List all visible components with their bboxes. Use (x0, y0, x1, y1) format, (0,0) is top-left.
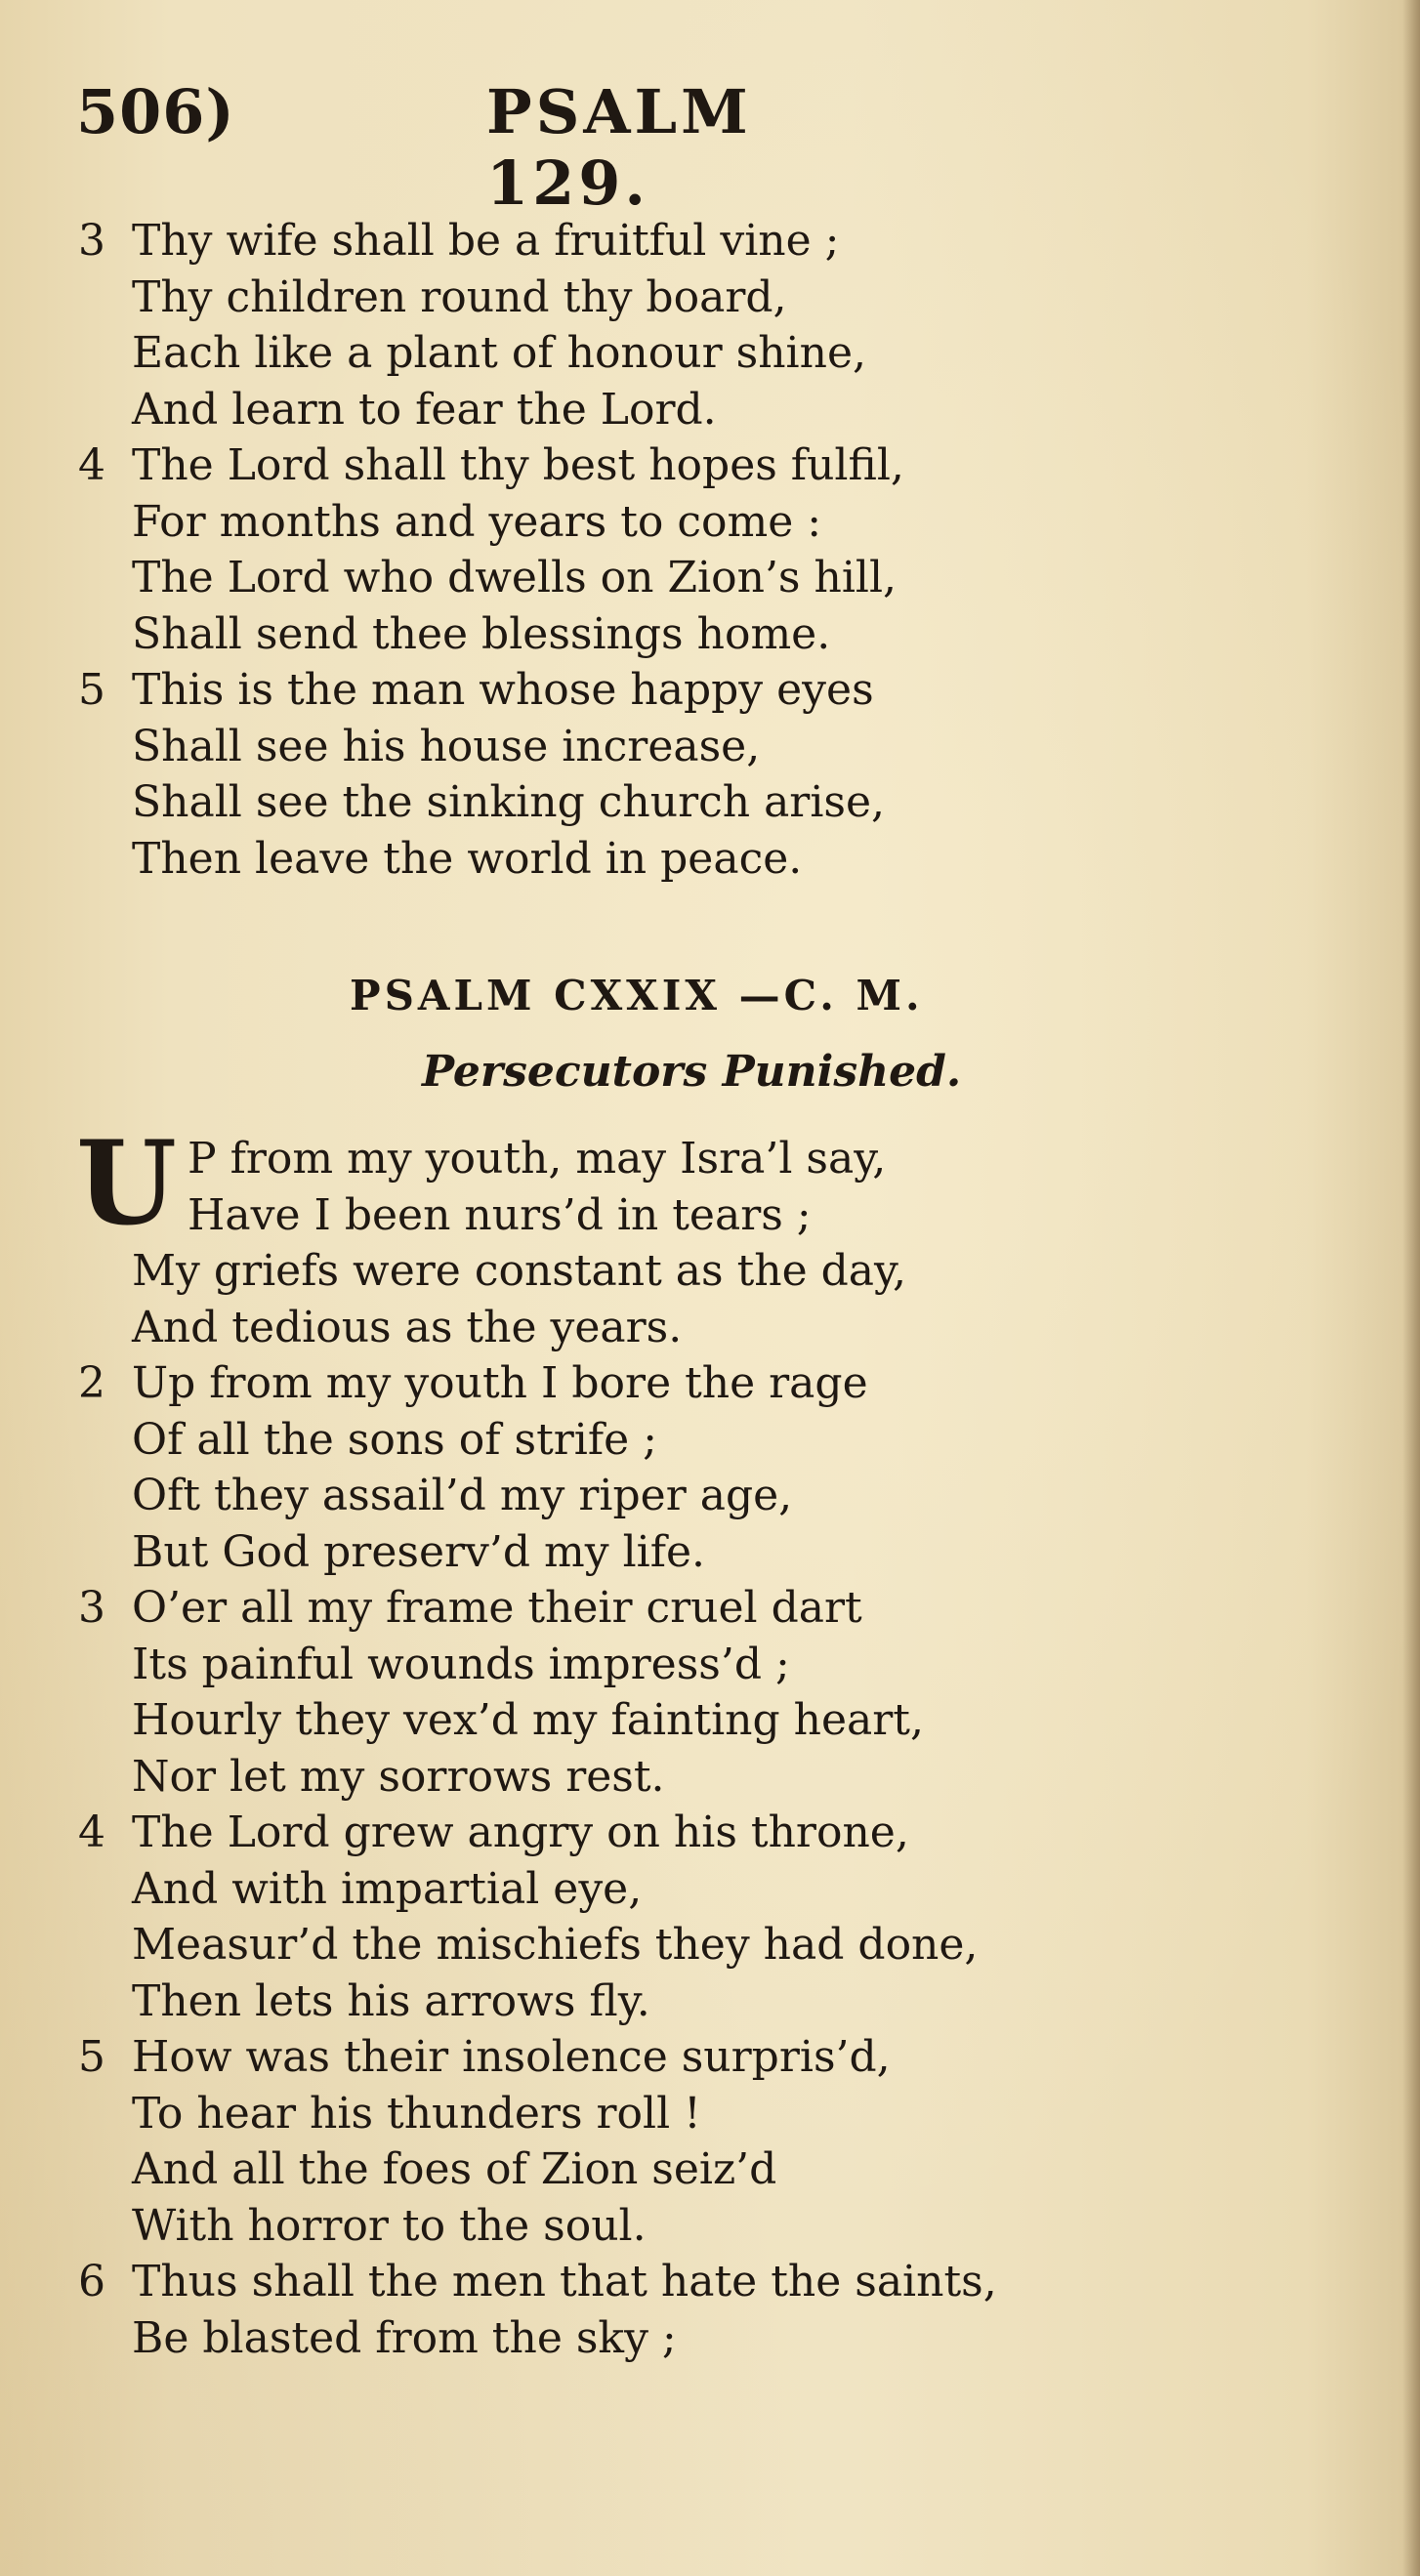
verse-line (78, 1749, 1084, 1806)
page-number: 506) (76, 76, 235, 147)
verse-text: Measur’d the mischiefs they had done, (132, 1920, 979, 1970)
verse-text: Shall see his house increase, (132, 721, 761, 771)
verse-text: For months and years to come : (132, 496, 822, 547)
psalm-subtitle: Persecutors Punished. (422, 1047, 962, 1097)
verse-text: Be blasted from the sky ; (132, 2312, 677, 2363)
verse-number: 3 (78, 1583, 105, 1633)
verse-line (78, 662, 1084, 719)
verse-line (78, 1468, 1084, 1524)
verse-line (78, 270, 1084, 326)
verse-text: Have I been nurs’d in tears ; (188, 1189, 812, 1240)
verse-number: 4 (78, 440, 105, 490)
verse-text: And learn to fear the Lord. (132, 384, 717, 435)
verse-text: Nor let my sorrows rest. (132, 1751, 665, 1802)
verse-line (78, 550, 1084, 606)
verse-text: The Lord who dwells on Zion’s hill, (132, 553, 898, 602)
verse-text: The Lord shall thy best hopes fulfil, (132, 440, 904, 490)
verse-line (78, 213, 1084, 270)
verse-line (78, 1692, 1084, 1749)
verse-text: Thus shall the men that hate the saints, (132, 2257, 997, 2306)
verse-line (78, 1243, 1084, 1300)
verse-line (78, 719, 1084, 775)
psalm-128-continued (78, 213, 1084, 887)
verse-text: Then leave the world in peace. (132, 833, 803, 884)
verse-line (78, 1580, 1084, 1637)
verse-line (78, 325, 1084, 382)
psalm-heading: PSALM CXXIX —C. M. (350, 972, 924, 1019)
verse-text: Each like a plant of honour shine, (132, 328, 866, 378)
verse-line (78, 1412, 1084, 1469)
verse-line (78, 2086, 1084, 2142)
verse-line (78, 1637, 1084, 1693)
page-title: PSALM 129. (486, 76, 752, 219)
verse-line (78, 2254, 1084, 2310)
verse-line (78, 831, 1084, 888)
verse-text: Then lets his arrows fly. (132, 1975, 650, 2026)
verse-number: 6 (78, 2257, 105, 2306)
verse-text: And all the foes of Zion seiz’d (132, 2144, 777, 2194)
verse-text: My griefs were constant as the day, (132, 1246, 907, 1296)
verse-line (78, 1524, 1084, 1581)
verse-line (78, 1355, 1084, 1412)
verse-text: But God preserv’d my life. (132, 1526, 706, 1577)
verse-line (78, 2198, 1084, 2255)
verse-text: Oft they assail’d my riper age, (132, 1471, 793, 1520)
verse-line (78, 1861, 1084, 1918)
verse-text: Shall see the sinking church arise, (132, 777, 886, 827)
verse-text: And tedious as the years. (132, 1302, 683, 1352)
verse-text: This is the man whose happy eyes (132, 665, 874, 715)
verse-text: O’er all my frame their cruel dart (132, 1583, 862, 1633)
verse-line (78, 382, 1084, 438)
verse-line (78, 1974, 1084, 2030)
verse-line (78, 1187, 1084, 1244)
verse-number: 3 (78, 216, 105, 266)
verse-text: To hear his thunders roll ! (132, 2088, 701, 2139)
verse-number: 5 (78, 665, 105, 715)
verse-line (78, 1805, 1084, 1861)
verse-text: How was their insolence surpris’d, (132, 2032, 891, 2082)
verse-line (78, 774, 1084, 831)
verse-line (78, 2029, 1084, 2086)
verse-text: Of all the sons of strife ; (132, 1414, 657, 1465)
verse-text: Hourly they vex’d my fainting heart, (132, 1695, 924, 1745)
verse-line (78, 2310, 1084, 2367)
verse-number: 2 (78, 1358, 105, 1408)
verse-text: Shall send thee blessings home. (132, 608, 831, 659)
verse-text: And with impartial eye, (132, 1863, 643, 1914)
verse-text: With horror to the soul. (132, 2200, 647, 2251)
running-head (76, 76, 936, 219)
verse-number: 5 (78, 2032, 105, 2082)
page-edge-shadow (1402, 0, 1420, 2576)
verse-line (78, 437, 1084, 494)
verse-line (78, 494, 1084, 551)
verse-line (78, 1300, 1084, 1356)
verse-line (78, 1917, 1084, 1974)
verse-text: P from my youth, may Isra’l say, (188, 1134, 887, 1184)
verse-line (78, 606, 1084, 663)
verse-text: Its painful wounds impress’d ; (132, 1639, 790, 1689)
verse-text: Thy children round thy board, (132, 271, 787, 322)
verse-text: Up from my youth I bore the rage (132, 1358, 868, 1408)
psalm-129-text (76, 1115, 1084, 2366)
verse-number: 4 (78, 1807, 105, 1857)
verse-text: The Lord grew angry on his throne, (132, 1807, 909, 1857)
verse-line (78, 2141, 1084, 2198)
verse-text: Thy wife shall be a fruitful vine ; (132, 216, 840, 266)
drop-cap: U (76, 1115, 177, 1251)
